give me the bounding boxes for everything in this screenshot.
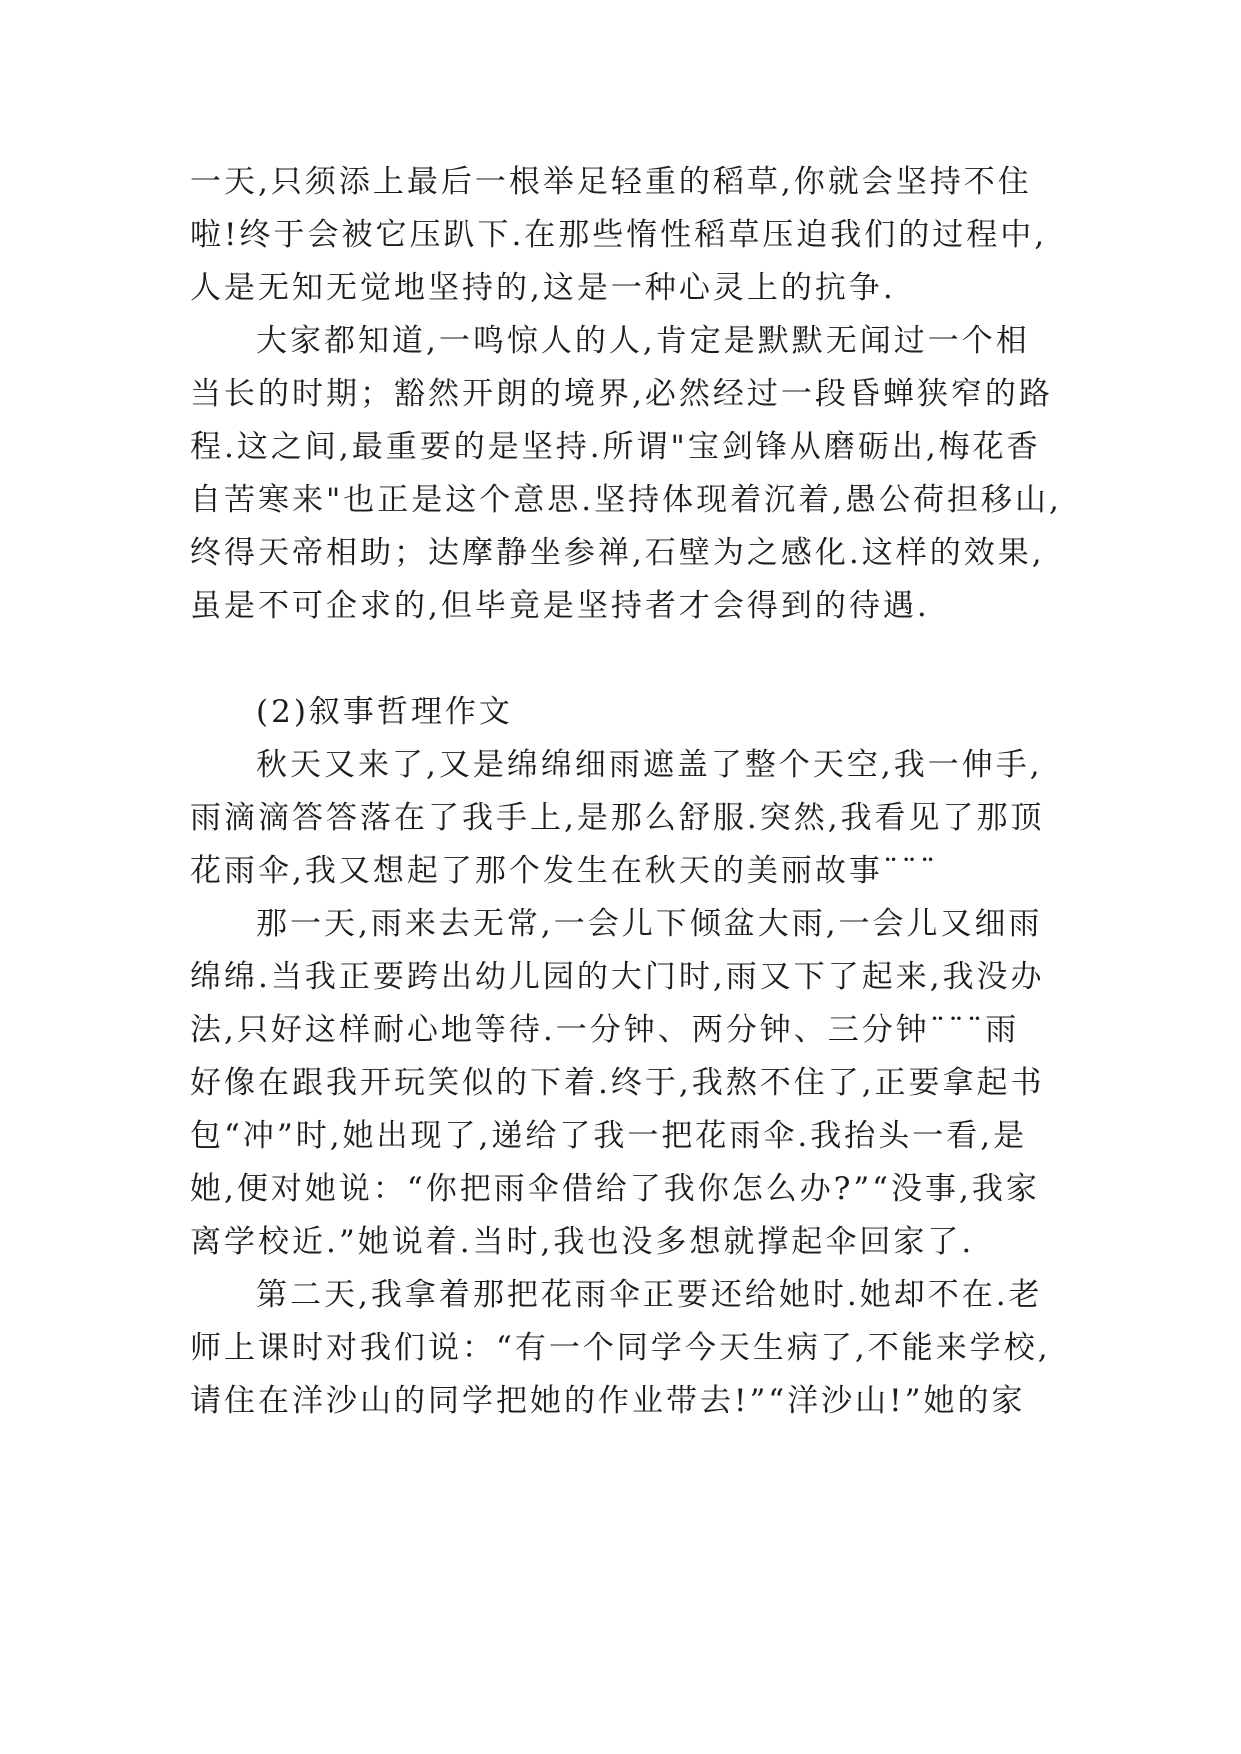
- text-line: 自苦寒来"也正是这个意思.坚持体现着沉着,愚公荷担移山,: [190, 482, 1062, 518]
- text-line: 啦!终于会被它压趴下.在那些惰性稻草压迫我们的过程中,: [190, 217, 1048, 253]
- story-paragraph-3: [190, 1269, 1052, 1428]
- text-line: 她,便对她说：“你把雨伞借给了我你怎么办?”“没事,我家: [190, 1171, 1040, 1207]
- story-paragraph-2: [190, 898, 1052, 1269]
- section-heading: (2)叙事哲理作文: [256, 694, 513, 730]
- text-line: 好像在跟我开玩笑似的下着.终于,我熬不住了,正要拿起书: [190, 1065, 1045, 1101]
- paragraph-spacer: [190, 633, 1052, 686]
- text-line: 第二天,我拿着那把花雨伞正要还给她时.她却不在.老: [256, 1277, 1043, 1313]
- text-line: 程.这之间,最重要的是坚持.所谓"宝剑锋从磨砺出,梅花香: [190, 429, 1041, 465]
- text-line: 绵绵.当我正要跨出幼儿园的大门时,雨又下了起来,我没办: [190, 959, 1045, 995]
- text-line: 一天,只须添上最后一根举足轻重的稻草,你就会坚持不住: [190, 164, 1032, 200]
- text-line: 请住在洋沙山的同学把她的作业带去!”“洋沙山!”她的家: [190, 1383, 1026, 1419]
- document-body: [190, 156, 1062, 1428]
- text-line: 人是无知无觉地坚持的,这是一种心灵上的抗争.: [190, 270, 896, 306]
- text-line: 花雨伞,我又想起了那个发生在秋天的美丽故事¨¨¨: [190, 853, 939, 889]
- text-line: 秋天又来了,又是绵绵细雨遮盖了整个天空,我一伸手,: [256, 747, 1043, 783]
- text-line: 终得天帝相助；达摩静坐参禅,石壁为之感化.这样的效果,: [190, 535, 1045, 571]
- text-line: 师上课时对我们说：“有一个同学今天生病了,不能来学校,: [190, 1330, 1051, 1366]
- text-line: 虽是不可企求的,但毕竟是坚持者才会得到的待遇.: [190, 588, 930, 624]
- story-paragraph-1: [190, 739, 1052, 898]
- text-line: 当长的时期；豁然开朗的境界,必然经过一段昏蝉狭窄的路: [190, 376, 1053, 412]
- text-line: 那一天,雨来去无常,一会儿下倾盆大雨,一会儿又细雨: [256, 906, 1043, 942]
- text-line: 法,只好这样耐心地等待.一分钟、两分钟、三分钟¨¨¨雨: [190, 1012, 1020, 1048]
- text-line: 大家都知道,一鸣惊人的人,肯定是默默无闻过一个相: [256, 323, 1030, 359]
- paragraph-2: [190, 315, 1062, 633]
- text-line: 雨滴滴答答落在了我手上,是那么舒服.突然,我看见了那顶: [190, 800, 1045, 836]
- text-line: 离学校近.”她说着.当时,我也没多想就撑起伞回家了.: [190, 1224, 975, 1260]
- text-line: 包“冲”时,她出现了,递给了我一把花雨伞.我抬头一看,是: [190, 1118, 1028, 1154]
- paragraph-1: [190, 156, 1052, 315]
